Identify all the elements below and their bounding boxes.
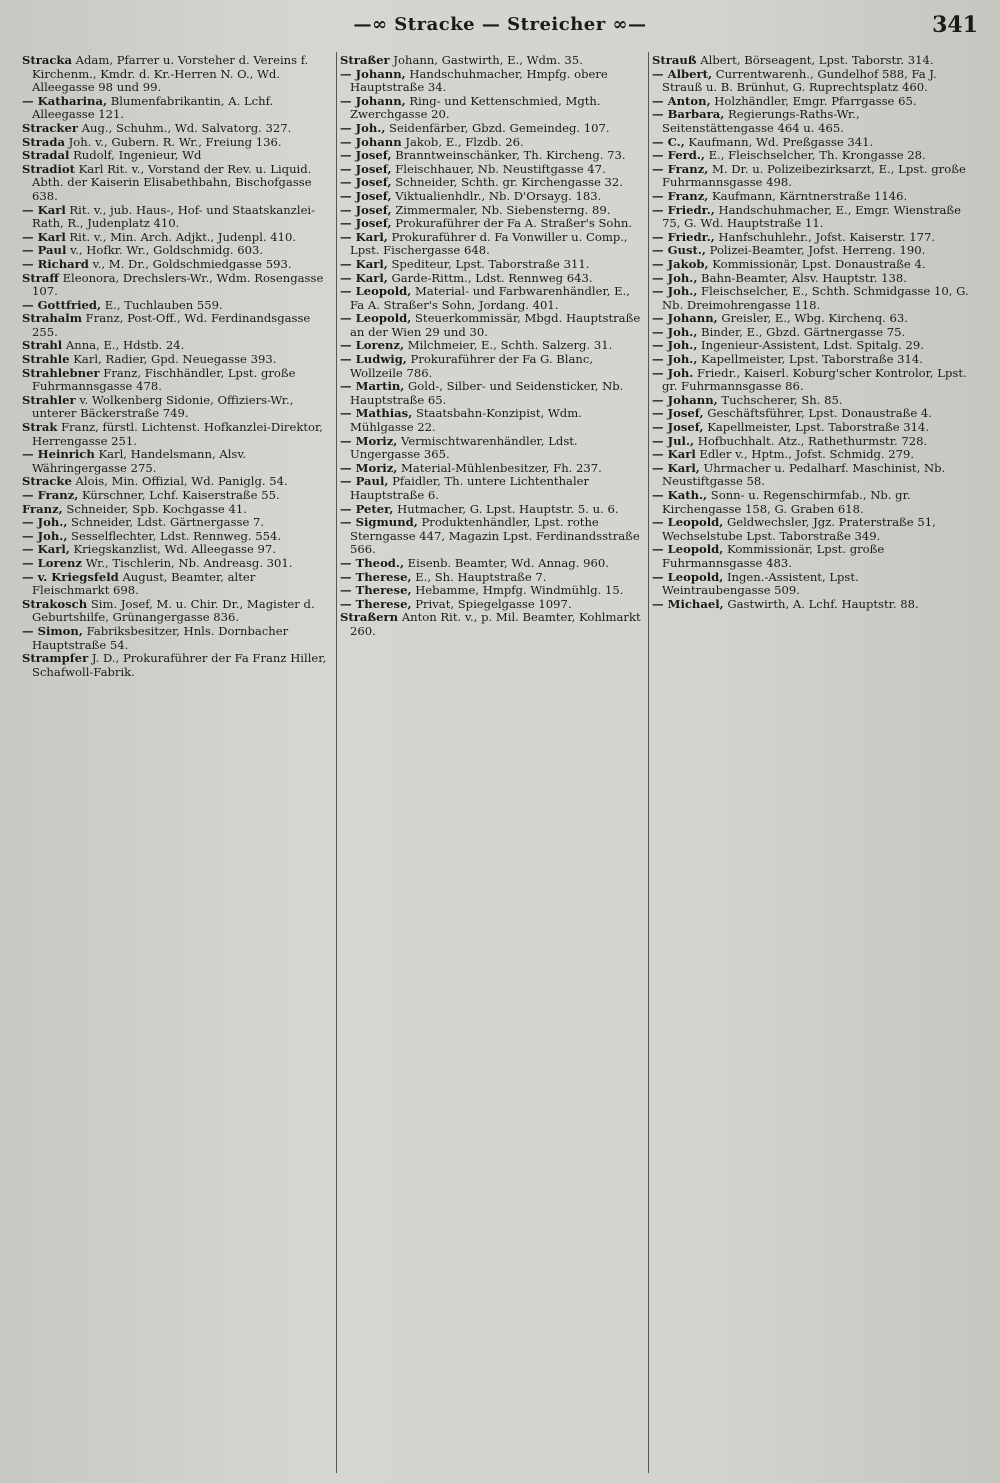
entry-name: — Kath., bbox=[652, 488, 708, 502]
entry-details: Prokuraführer der Fa G. Blanc, Wollzeile 786. bbox=[350, 352, 594, 380]
entry-details: Rudolf, Ingenieur, Wd bbox=[73, 148, 202, 163]
entry-details: Milchmeier, E., Schth. Salzerg. 31. bbox=[407, 338, 613, 353]
entry-name: Strahl bbox=[22, 338, 63, 353]
entry-name: — Joh., bbox=[652, 270, 698, 285]
entry-name: — Ludwig, bbox=[340, 352, 407, 367]
entry-name: — Joh., bbox=[340, 120, 386, 135]
page-number: 341 bbox=[932, 12, 978, 38]
entry-name: — Johann, bbox=[652, 311, 718, 326]
entry-details: Material-Mühlenbesitzer, Fh. 237. bbox=[401, 460, 602, 475]
entry-name: Straßer bbox=[340, 54, 390, 67]
directory-entry bbox=[22, 136, 334, 150]
page-header bbox=[0, 6, 1000, 46]
entry-name: — Joh., bbox=[22, 515, 68, 530]
entry-details: Franz, Fischhändler, Lpst. große Fuhrmannsgasse 478. bbox=[32, 365, 296, 394]
entry-details: Aug., Schuhm., Wd. Salvatorg. 327. bbox=[81, 120, 292, 135]
column-right bbox=[652, 54, 970, 1475]
directory-entry bbox=[340, 462, 645, 476]
entry-details: Blumenfabrikantin, A. Lchf. Alleegasse 121. bbox=[32, 93, 274, 122]
entry-name: — Josef, bbox=[652, 406, 704, 421]
directory-entry bbox=[340, 475, 645, 502]
directory-entry bbox=[652, 489, 970, 516]
entry-details: Wr., Tischlerin, Nb. Andreasg. 301. bbox=[85, 555, 293, 570]
entry-name: — Simon, bbox=[22, 623, 83, 638]
directory-entry bbox=[340, 190, 645, 204]
entry-name: — Moriz, bbox=[340, 433, 398, 448]
entry-name: — Josef, bbox=[340, 216, 392, 231]
entry-details: Prokuraführer d. Fa Vonwiller u. Comp., Lpst. Fischergasse 648. bbox=[350, 229, 628, 258]
directory-entry bbox=[340, 503, 645, 517]
entry-details: Kommissionär, Lpst. Donaustraße 4. bbox=[712, 256, 926, 271]
entry-name: Strak bbox=[22, 420, 58, 435]
entry-name: Strakosch bbox=[22, 596, 88, 611]
entry-name: — Josef, bbox=[340, 202, 392, 217]
entry-name: — Johann, bbox=[652, 392, 718, 407]
directory-entry bbox=[22, 448, 334, 475]
entry-details: Gold-, Silber- und Seidensticker, Nb. Hauptstraße 65. bbox=[350, 379, 624, 407]
column-divider bbox=[648, 52, 649, 1473]
directory-entry bbox=[22, 530, 334, 544]
entry-details: Regierungs-Raths-Wr., Seitenstättengasse 464 u. 465. bbox=[662, 107, 860, 135]
entry-details: Fleischselcher, E., Schth. Schmidgasse 10, G. Nb. Dreimohrengasse 118. bbox=[662, 284, 969, 312]
directory-entry bbox=[22, 652, 334, 679]
entry-name: — Josef, bbox=[340, 188, 392, 203]
directory-entry bbox=[652, 136, 970, 150]
entry-name: — Karl bbox=[22, 229, 66, 244]
entry-details: v. Wolkenberg Sidonie, Offiziers-Wr., unterer Bäckerstraße 749. bbox=[32, 392, 294, 421]
entry-name: — Albert, bbox=[652, 66, 713, 81]
entry-details: Sesselflechter, Ldst. Rennweg. 554. bbox=[71, 528, 282, 543]
directory-entry bbox=[340, 68, 645, 95]
entry-details: Eisenb. Beamter, Wd. Annag. 960. bbox=[407, 555, 609, 570]
entry-name: — Franz, bbox=[22, 488, 79, 502]
entry-name: — Friedr., bbox=[652, 229, 715, 244]
entry-details: Viktualienhdlr., Nb. D'Orsayg. 183. bbox=[395, 188, 602, 203]
entry-details: Johann, Gastwirth, E., Wdm. 35. bbox=[393, 54, 583, 67]
entry-details: Adam, Pfarrer u. Vorsteher d. Vereins f. Kirchenm., Kmdr. d. Kr.-Herren N. O., Wd. Alleegasse 98 und 99. bbox=[32, 54, 309, 95]
entry-name: Strahle bbox=[22, 352, 70, 367]
entry-details: Karl, Radier, Gpd. Neuegasse 393. bbox=[73, 352, 277, 367]
entry-details: E., Tuchlauben 559. bbox=[104, 297, 223, 312]
entry-name: — Barbara, bbox=[652, 107, 725, 122]
directory-entry bbox=[340, 163, 645, 177]
entry-name: Strampfer bbox=[22, 651, 89, 666]
column-divider bbox=[336, 52, 337, 1473]
entry-details: Gastwirth, A. Lchf. Hauptstr. 88. bbox=[727, 596, 919, 611]
directory-entry bbox=[652, 367, 970, 394]
entry-details: Schneider, Ldst. Gärtnergasse 7. bbox=[71, 515, 265, 530]
entry-details: Greisler, E., Wbg. Kirchenq. 63. bbox=[721, 311, 908, 326]
entry-details: Fabriksbesitzer, Hnls. Dornbacher Hauptstraße 54. bbox=[32, 623, 289, 652]
directory-entry bbox=[652, 285, 970, 312]
directory-entry bbox=[22, 204, 334, 231]
entry-name: — Josef, bbox=[340, 175, 392, 190]
directory-entry bbox=[340, 217, 645, 231]
directory-entry bbox=[22, 231, 334, 245]
directory-entry bbox=[22, 272, 334, 299]
directory-entry bbox=[22, 394, 334, 421]
entry-details: Sim. Josef, M. u. Chir. Dr., Magister d. Geburtshilfe, Grünangergasse 836. bbox=[32, 596, 315, 625]
column-middle bbox=[340, 54, 645, 1475]
entry-name: — Richard bbox=[22, 256, 89, 271]
entry-details: Ring- und Kettenschmied, Mgth. Zwerchgasse 20. bbox=[350, 93, 601, 122]
directory-entry bbox=[22, 163, 334, 204]
directory-entry bbox=[22, 353, 334, 367]
entry-details: Material- und Farbwarenhändler, E., Fa A. Straßer's Sohn, Jordang. 401. bbox=[350, 284, 630, 312]
entry-name: — Joh., bbox=[652, 284, 698, 299]
entry-details: Geldwechsler, Jgz. Praterstraße 51, Wechselstube Lpst. Taborstraße 349. bbox=[662, 515, 936, 543]
directory-entry bbox=[652, 462, 970, 489]
entry-name: — C., bbox=[652, 134, 685, 149]
directory-entry bbox=[340, 571, 645, 585]
directory-entry bbox=[652, 435, 970, 449]
entry-details: E., Fleischselcher, Th. Krongasse 28. bbox=[708, 148, 926, 163]
entry-details: Binder, E., Gbzd. Gärtnergasse 75. bbox=[701, 324, 906, 339]
entry-details: Ingenieur-Assistent, Ldst. Spitalg. 29. bbox=[701, 338, 924, 353]
entry-name: Strahalm bbox=[22, 311, 82, 326]
entry-name: — Paul bbox=[22, 243, 67, 258]
entry-details: Franz, fürstl. Lichtenst. Hofkanzlei-Direktor, Herrengasse 251. bbox=[32, 420, 323, 448]
entry-name: — Gottfried, bbox=[22, 297, 101, 312]
directory-entry bbox=[652, 326, 970, 340]
entry-name: — Gust., bbox=[652, 243, 706, 258]
entry-name: — Karl, bbox=[22, 542, 70, 557]
directory-entry bbox=[652, 571, 970, 598]
directory-entry bbox=[22, 516, 334, 530]
entry-details: Uhrmacher u. Pedalharf. Maschinist, Nb. Neustiftgasse 58. bbox=[662, 460, 946, 489]
directory-entry bbox=[340, 149, 645, 163]
entry-name: — Lorenz bbox=[22, 555, 83, 570]
entry-details: Privat, Spiegelgasse 1097. bbox=[415, 596, 572, 611]
entry-name: Stracka bbox=[22, 54, 72, 67]
directory-entry bbox=[652, 163, 970, 190]
entry-details: Tuchscherer, Sh. 85. bbox=[721, 392, 843, 407]
entry-details: Kaufmann, Kärntnerstraße 1146. bbox=[712, 188, 908, 203]
entry-name: — Moriz, bbox=[340, 460, 398, 475]
entry-name: — Karl, bbox=[340, 256, 388, 271]
directory-entry bbox=[340, 136, 645, 150]
entry-details: Kommissionär, Lpst. große Fuhrmannsgasse 483. bbox=[662, 542, 885, 570]
directory-entry bbox=[22, 543, 334, 557]
directory-entry bbox=[340, 584, 645, 598]
entry-details: Produktenhändler, Lpst. rothe Sterngasse 447, Magazin Lpst. Ferdinandsstraße 566. bbox=[350, 515, 640, 557]
directory-entry bbox=[652, 95, 970, 109]
directory-entry bbox=[340, 122, 645, 136]
directory-entry bbox=[340, 312, 645, 339]
directory-entry bbox=[22, 557, 334, 571]
directory-entry bbox=[22, 122, 334, 136]
directory-entry bbox=[22, 299, 334, 313]
entry-details: Currentwarenh., Gundelhof 588, Fa J. Strauß u. B. Brünhut, G. Ruprechtsplatz 460. bbox=[662, 66, 937, 95]
entry-name: — Joh. bbox=[652, 365, 694, 380]
entry-details: Geschäftsführer, Lpst. Donaustraße 4. bbox=[707, 406, 932, 421]
entry-details: Zimmermaler, Nb. Siebensterng. 89. bbox=[395, 202, 611, 217]
entry-name: — Therese, bbox=[340, 596, 412, 611]
entry-name: — Karl bbox=[652, 447, 696, 462]
entry-name: — Leopold, bbox=[652, 542, 724, 557]
directory-entry bbox=[652, 312, 970, 326]
entry-details: Sonn- u. Regenschirmfab., Nb. gr. Kirchengasse 158, G. Graben 618. bbox=[662, 488, 911, 516]
entry-details: Jakob, E., Flzdb. 26. bbox=[405, 134, 524, 149]
entry-details: Schneider, Spb. Kochgasse 41. bbox=[66, 501, 247, 516]
entry-details: Kaufmann, Wd. Preßgasse 341. bbox=[688, 134, 874, 149]
directory-entry bbox=[652, 598, 970, 612]
entry-details: Pfaidler, Th. untere Lichtenthaler Hauptstraße 6. bbox=[350, 474, 590, 502]
entry-details: Rit. v., jub. Haus-, Hof- und Staatskanzlei-Rath, R., Judenplatz 410. bbox=[32, 202, 316, 231]
entry-details: Holzhändler, Emgr. Pfarrgasse 65. bbox=[714, 93, 917, 108]
entry-name: Straff bbox=[22, 270, 59, 285]
entry-name: Stradal bbox=[22, 148, 70, 163]
entry-details: Hanfschuhlehr., Jofst. Kaiserstr. 177. bbox=[718, 229, 936, 244]
entry-name: — Karl bbox=[22, 202, 66, 217]
entry-details: Hofbuchhalt. Atz., Rathethurmstr. 728. bbox=[697, 433, 928, 448]
entry-name: — Sigmund, bbox=[340, 515, 418, 530]
directory-entry bbox=[22, 421, 334, 448]
directory-entry bbox=[22, 475, 334, 489]
directory-entry bbox=[22, 258, 334, 272]
entry-name: Strauß bbox=[652, 54, 697, 67]
entry-name: — Leopold, bbox=[652, 569, 724, 584]
entry-name: — Theod., bbox=[340, 555, 404, 570]
entry-details: Edler v., Hptm., Jofst. Schmidg. 279. bbox=[699, 447, 915, 462]
directory-entry bbox=[652, 54, 970, 68]
entry-name: — Joh., bbox=[652, 338, 698, 353]
directory-entry bbox=[22, 312, 334, 339]
directory-entry bbox=[340, 176, 645, 190]
entry-name: — Leopold, bbox=[652, 515, 724, 530]
entry-name: — Ferd., bbox=[652, 148, 705, 163]
directory-entry bbox=[340, 339, 645, 353]
entry-name: Franz, bbox=[22, 501, 63, 516]
entry-details: Joh. v., Gubern. R. Wr., Freiung 136. bbox=[68, 134, 282, 149]
entry-details: Garde-Rittm., Ldst. Rennweg 643. bbox=[391, 270, 593, 285]
directory-entry bbox=[652, 543, 970, 570]
directory-entry bbox=[22, 339, 334, 353]
entry-details: Alois, Min. Offizial, Wd. Paniglg. 54. bbox=[75, 474, 288, 489]
entry-name: — Therese, bbox=[340, 569, 412, 584]
entry-name: Strada bbox=[22, 134, 65, 149]
entry-details: Steuerkommissär, Mbgd. Hauptstraße an der Wien 29 und 30. bbox=[350, 311, 641, 339]
entry-name: — Joh., bbox=[652, 324, 698, 339]
directory-entry bbox=[340, 231, 645, 258]
entry-name: — Johann bbox=[340, 134, 402, 149]
entry-name: — Katharina, bbox=[22, 93, 108, 108]
directory-entry bbox=[652, 353, 970, 367]
entry-name: — Jul., bbox=[652, 433, 695, 448]
entry-name: — Jakob, bbox=[652, 256, 709, 271]
entry-details: Bahn-Beamter, Alsv. Hauptstr. 138. bbox=[701, 270, 907, 285]
directory-entry bbox=[652, 394, 970, 408]
directory-entry bbox=[652, 231, 970, 245]
entry-name: — Karl, bbox=[340, 229, 388, 244]
entry-details: Karl Rit. v., Vorstand der Rev. u. Liquid. Abth. der Kaiserin Elisabethbahn, Bischofgasse 638. bbox=[32, 161, 312, 203]
directory-entry bbox=[340, 258, 645, 272]
entry-name: Straßern bbox=[340, 610, 399, 625]
entry-details: Hutmacher, G. Lpst. Hauptstr. 5. u. 6. bbox=[397, 501, 619, 516]
directory-entry bbox=[652, 68, 970, 95]
entry-details: Hebamme, Hmpfg. Windmühlg. 15. bbox=[415, 583, 624, 598]
entry-details: Kapellmeister, Lpst. Taborstraße 314. bbox=[707, 420, 930, 435]
directory-entry bbox=[22, 489, 334, 503]
entry-name: — Paul, bbox=[340, 474, 389, 489]
entry-name: — Leopold, bbox=[340, 311, 412, 326]
entry-details: Albert, Börseagent, Lpst. Taborstr. 314. bbox=[700, 54, 934, 67]
entry-details: Seidenfärber, Gbzd. Gemeindeg. 107. bbox=[389, 120, 610, 135]
directory-entry bbox=[340, 516, 645, 557]
entry-details: Vermischtwarenhändler, Ldst. Ungergasse 365. bbox=[350, 433, 578, 462]
directory-entry bbox=[652, 190, 970, 204]
directory-entry bbox=[652, 407, 970, 421]
entry-details: Anton Rit. v., p. Mil. Beamter, Kohlmarkt 260. bbox=[350, 610, 641, 638]
entry-name: Stradiot bbox=[22, 161, 75, 176]
entry-name: — Therese, bbox=[340, 583, 412, 598]
directory-entry bbox=[340, 557, 645, 571]
directory-entry bbox=[340, 435, 645, 462]
directory-entry bbox=[652, 272, 970, 286]
entry-name: — Johann, bbox=[340, 93, 406, 108]
entry-name: — Mathias, bbox=[340, 406, 413, 421]
column-left bbox=[22, 54, 334, 1475]
directory-entry bbox=[652, 108, 970, 135]
entry-details: E., Sh. Hauptstraße 7. bbox=[415, 569, 547, 584]
directory-entry bbox=[340, 380, 645, 407]
directory-entry bbox=[652, 339, 970, 353]
entry-name: — Franz, bbox=[652, 161, 709, 176]
entry-name: — Michael, bbox=[652, 596, 724, 611]
entry-name: — v. Kriegsfeld bbox=[22, 569, 119, 584]
directory-entry bbox=[22, 54, 334, 95]
directory-entry bbox=[340, 598, 645, 612]
entry-name: — Peter, bbox=[340, 501, 394, 516]
entry-details: Spediteur, Lpst. Taborstraße 311. bbox=[391, 256, 590, 271]
directory-entry bbox=[22, 367, 334, 394]
directory-entry bbox=[652, 204, 970, 231]
directory-entry bbox=[652, 244, 970, 258]
entry-details: v., M. Dr., Goldschmiedgasse 593. bbox=[92, 256, 292, 271]
entry-details: Eleonora, Drechslers-Wr., Wdm. Rosengasse 107. bbox=[32, 270, 324, 299]
running-head: —∞ Stracke — Streicher ∞— bbox=[353, 14, 647, 35]
directory-entry bbox=[340, 407, 645, 434]
directory-entry bbox=[652, 149, 970, 163]
directory-entry bbox=[22, 95, 334, 122]
entry-details: Franz, Post-Off., Wd. Ferdinandsgasse 255. bbox=[32, 311, 311, 339]
entry-name: — Johann, bbox=[340, 66, 406, 81]
entry-name: Strahler bbox=[22, 392, 76, 407]
entry-details: Ingen.-Assistent, Lpst. Weintraubengasse 509. bbox=[662, 569, 859, 598]
entry-name: — Josef, bbox=[340, 161, 392, 176]
entry-name: Stracker bbox=[22, 120, 78, 135]
directory-entry bbox=[340, 95, 645, 122]
entry-details: Polizei-Beamter, Jofst. Herreng. 190. bbox=[709, 243, 926, 258]
entry-details: Kapellmeister, Lpst. Taborstraße 314. bbox=[701, 352, 923, 367]
entry-name: — Heinrich bbox=[22, 447, 95, 462]
directory-entry bbox=[340, 272, 645, 286]
entry-name: — Josef, bbox=[652, 420, 704, 435]
entry-name: — Friedr., bbox=[652, 202, 715, 217]
entry-name: — Leopold, bbox=[340, 284, 412, 299]
directory-entry bbox=[340, 204, 645, 218]
entry-name: — Martin, bbox=[340, 379, 405, 394]
directory-entry bbox=[340, 353, 645, 380]
directory-entry bbox=[652, 258, 970, 272]
directory-entry bbox=[340, 285, 645, 312]
directory-entry bbox=[22, 598, 334, 625]
entry-name: — Karl, bbox=[340, 270, 388, 285]
entry-name: Stracke bbox=[22, 474, 72, 489]
entry-details: Anna, E., Hdstb. 24. bbox=[65, 338, 185, 353]
entry-details: Staatsbahn-Konzipist, Wdm. Mühlgasse 22. bbox=[350, 406, 582, 435]
directory-entry bbox=[22, 625, 334, 652]
entry-name: — Lorenz, bbox=[340, 338, 405, 353]
directory-entry bbox=[22, 503, 334, 517]
directory-entry bbox=[22, 244, 334, 258]
entry-details: J. D., Prokuraführer der Fa Franz Hiller, Schafwoll-Fabrik. bbox=[32, 651, 327, 679]
entry-name: — Karl, bbox=[652, 460, 700, 475]
entry-details: Handschuhmacher, Hmpfg. obere Hauptstraße 34. bbox=[350, 66, 608, 95]
entry-details: Karl, Handelsmann, Alsv. Währingergasse 275. bbox=[32, 447, 247, 475]
entry-details: Prokuraführer der Fa A. Straßer's Sohn. bbox=[395, 216, 633, 231]
directory-entry bbox=[22, 571, 334, 598]
entry-name: — Joh., bbox=[22, 528, 68, 543]
entry-details: Rit. v., Min. Arch. Adjkt., Judenpl. 410. bbox=[69, 229, 297, 244]
entry-details: Kürschner, Lchf. Kaiserstraße 55. bbox=[82, 488, 280, 502]
entry-details: August, Beamter, alter Fleischmarkt 698. bbox=[32, 569, 256, 598]
entry-details: Friedr., Kaiserl. Koburg'scher Kontrolor, Lpst. gr. Fuhrmannsgasse 86. bbox=[662, 365, 967, 394]
entry-details: Branntweinschänker, Th. Kircheng. 73. bbox=[395, 148, 626, 163]
entry-details: Fleischhauer, Nb. Neustiftgasse 47. bbox=[395, 161, 606, 176]
entry-name: — Joh., bbox=[652, 352, 698, 367]
entry-name: — Franz, bbox=[652, 188, 709, 203]
entry-details: v., Hofkr. Wr., Goldschmidg. 603. bbox=[70, 243, 264, 258]
directory-entry bbox=[340, 611, 645, 638]
entry-name: — Anton, bbox=[652, 93, 711, 108]
directory-entry bbox=[22, 149, 334, 163]
directory-entry bbox=[652, 421, 970, 435]
entry-details: Schneider, Schth. gr. Kirchengasse 32. bbox=[395, 175, 623, 190]
directory-entry bbox=[652, 448, 970, 462]
entry-details: M. Dr. u. Polizeibezirksarzt, E., Lpst. große Fuhrmannsgasse 498. bbox=[662, 161, 966, 190]
entry-details: Kriegskanzlist, Wd. Alleegasse 97. bbox=[73, 542, 276, 557]
directory-entry bbox=[340, 54, 645, 68]
entry-details: Handschuhmacher, E., Emgr. Wienstraße 75, G. Wd. Hauptstraße 11. bbox=[662, 202, 962, 231]
entry-name: — Josef, bbox=[340, 148, 392, 163]
entry-name: Strahlebner bbox=[22, 365, 100, 380]
directory-entry bbox=[652, 516, 970, 543]
